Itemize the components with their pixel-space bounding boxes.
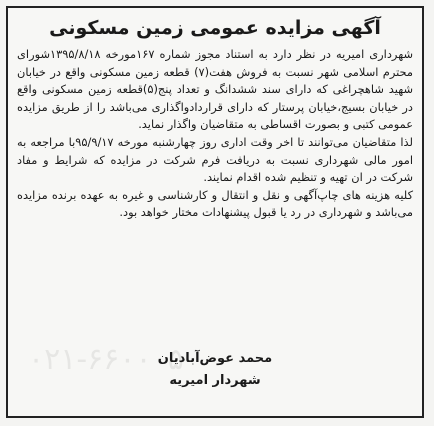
notice-paragraph-2: لذا متقاضیان می‌توانند تا اخر وقت اداری روز چهارشنبه مورخه ۹۵/۹/۱۷با مراجعه به امور مالی شهرداری نسبت به دریافت فرم شرکت در مزایده که شرایط و مفاد شرکت در ان تهیه و تنظیم شده اقدام نمایند. [17,134,413,185]
signature-block [8,348,422,392]
notice-title: آگهی مزایده عمومی زمین مسکونی [49,17,381,39]
notice-paragraph-3: کلیه هزینه های چاپ‌آگهی و نقل و انتقال و کارشناسی و غیره به عهده برنده مزایده می‌باشد و شهرداری در رد یا قبول پیشنهادات مختار خواهد بود. [17,187,413,220]
phone-watermark: ۰۲۱-۶۶۰۰۰۵ [28,342,184,377]
notice-frame [6,6,424,418]
signer-title: شهردار امیریه [169,373,261,388]
notice-paragraph-1: شهرداری امیریه در نظر دارد به استناد مجوز شماره ۱۶۷مورخه ۱۳۹۵/۸/۱۸شورای محترم اسلامی شهر نسبت به فروش هفت(۷) قطعه زمین مسکونی واقع در خیابان شهید شاهچراغی که دارای سند ششدانگ و تعداد پنج(۵)قطعه زمین مسکونی واقع در خیابان بسیج،خیابان پرستار که دارای قراردادواگذاری می‌باشد را از طریق مزایده عمومی کتبی و بصورت اقساطی به متقاضیان واگذار نماید. [17,47,413,132]
notice-body [8,46,422,222]
signer-name: محمد عوض‌آبادیان [157,351,273,366]
